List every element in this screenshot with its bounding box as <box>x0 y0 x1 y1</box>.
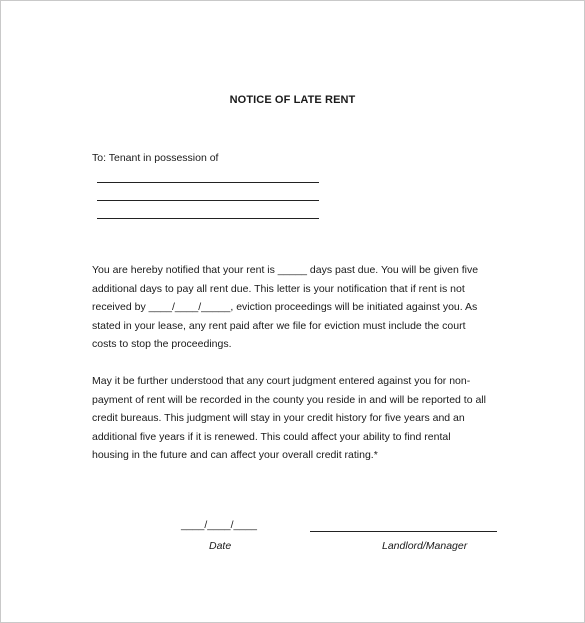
notice-paragraph-line: You are hereby notified that your rent is _____ days past due. You will be given five <box>92 264 479 276</box>
document-title: NOTICE OF LATE RENT <box>229 94 356 106</box>
landlord-caption: Landlord/Manager <box>382 540 468 552</box>
judgment-paragraph <box>92 372 502 465</box>
date-caption: Date <box>209 540 232 552</box>
notice-paragraph-line: received by ____/____/_____, eviction proceedings will be initiated against you. As <box>92 301 478 313</box>
notice-paragraph <box>92 261 502 354</box>
address-blank-line-1 <box>97 182 319 183</box>
judgment-paragraph-line: May it be further understood that any court judgment entered against you for non- <box>92 375 471 387</box>
notice-paragraph-line: additional days to pay all rent due. This letter is your notification that if rent is not <box>92 282 465 295</box>
notice-paragraph-line: stated in your lease, any rent paid after we file for eviction must include the court <box>92 319 466 332</box>
notice-paragraph-line: costs to stop the proceedings. <box>92 338 232 350</box>
signature-line <box>310 531 497 532</box>
judgment-paragraph-line: additional five years if it is renewed. This could affect your ability to find rental <box>92 430 451 443</box>
judgment-paragraph-line: credit bureaus. This judgment will stay in your credit history for five years and an <box>92 412 465 424</box>
judgment-paragraph-line: payment of rent will be recorded in the county you reside in and will be reported to all <box>92 393 486 406</box>
address-blank-line-3 <box>97 218 319 219</box>
address-blank-line-2 <box>97 200 319 201</box>
judgment-paragraph-line: housing in the future and can affect your overall credit rating.* <box>92 449 378 461</box>
date-blank: ____/____/____ <box>181 519 257 531</box>
recipient-line: To: Tenant in possession of <box>92 152 219 164</box>
